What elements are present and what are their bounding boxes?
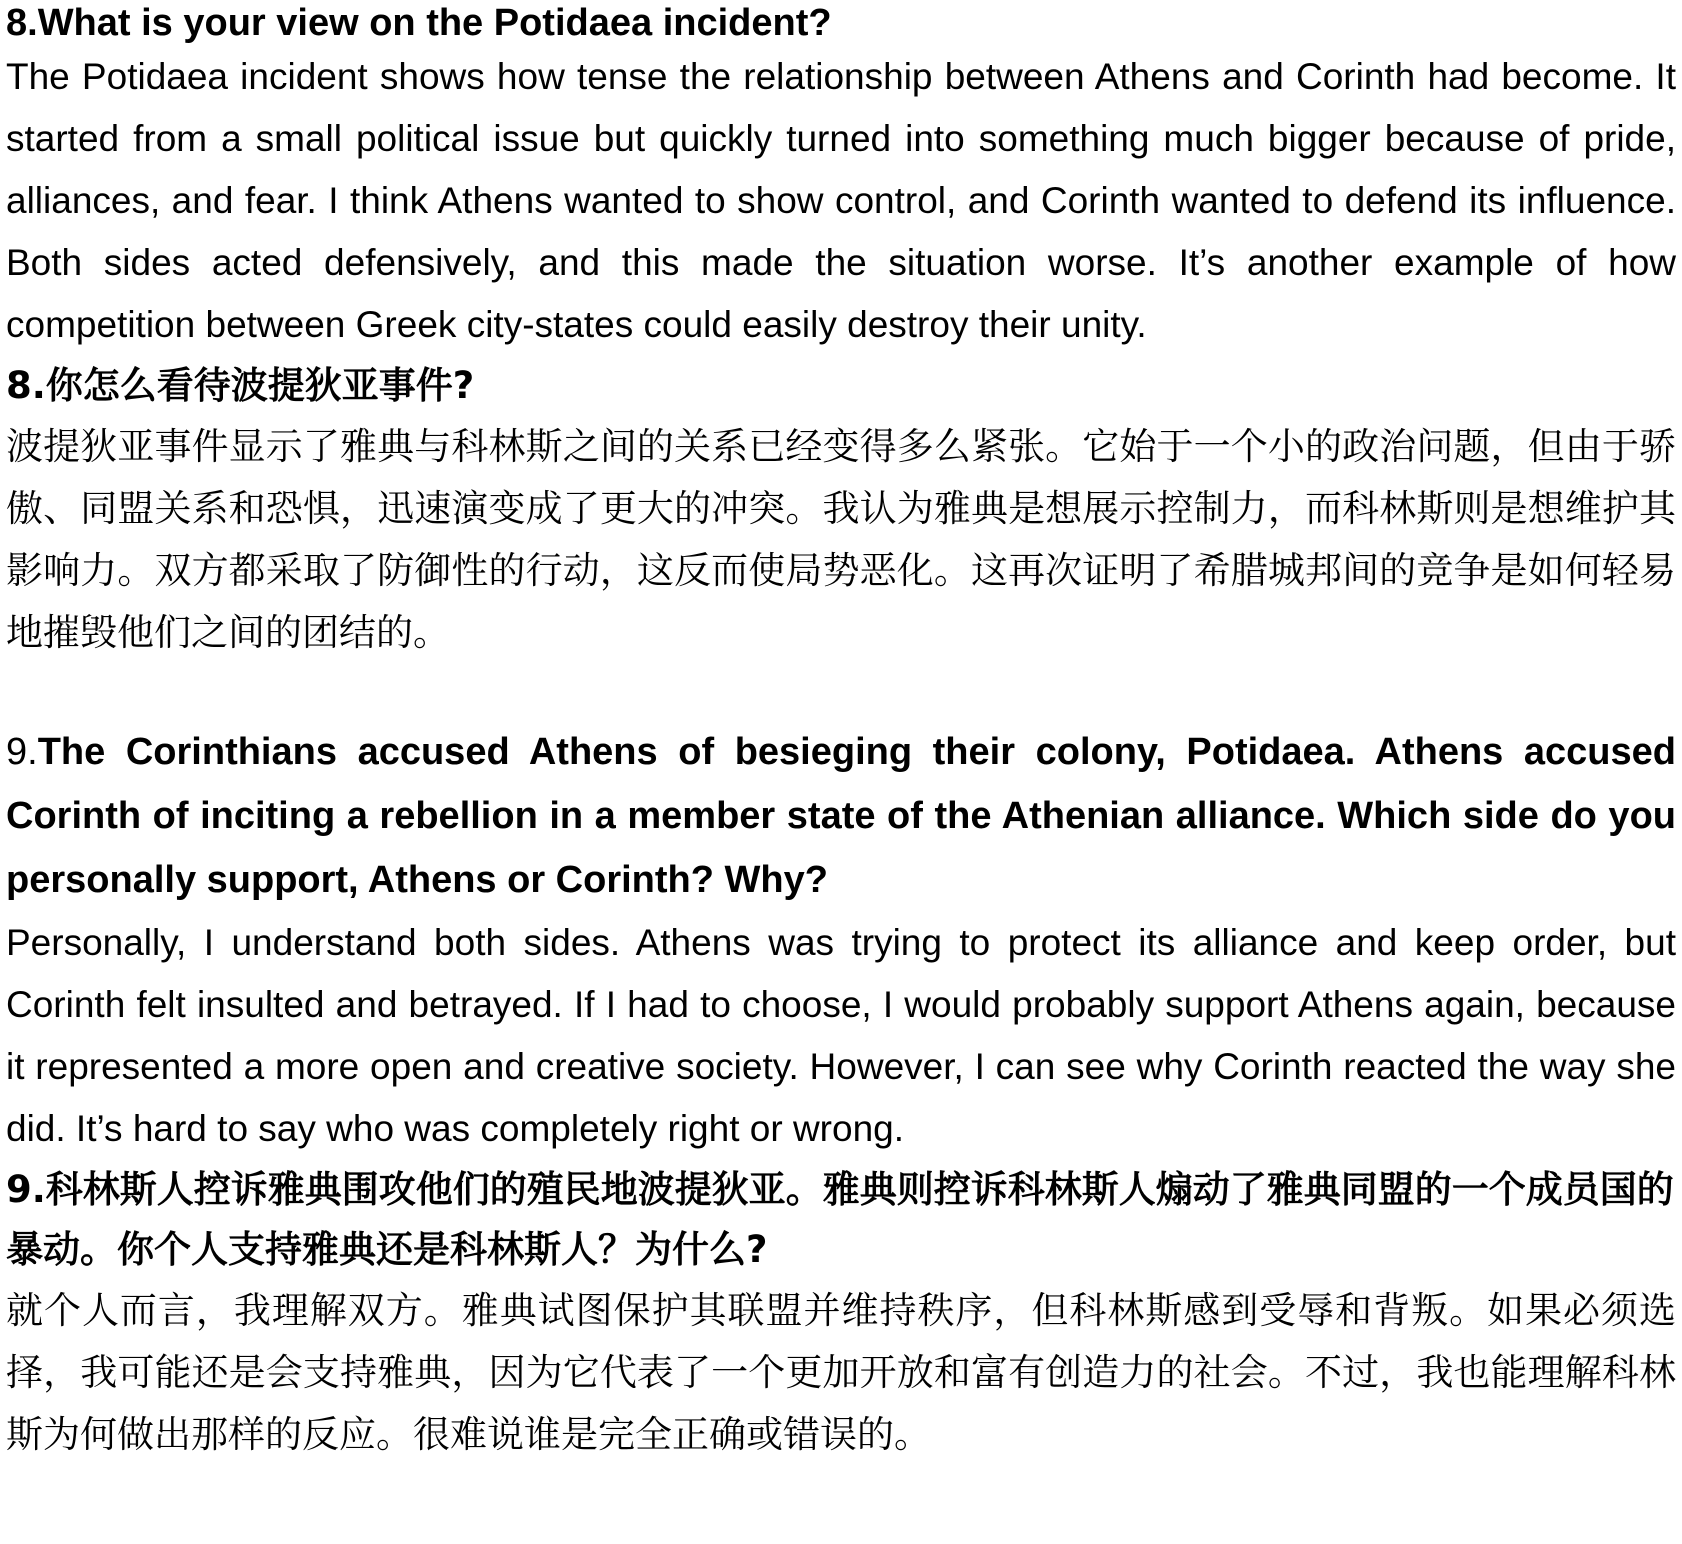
answer-8-paragraph-en: The Potidaea incident shows how tense the relationship between Athens and Corinth had become. It started from a small political issue but quickly turned into something much bigger because of pride, alliances, and fear. I think Athens wanted to show control, and Corinth wanted to defend its influence. Both sides acted defensively, and this made the situation worse. It’s another example of how competition between Greek city-states could easily destroy their unity. (6, 56, 1676, 345)
question-8-section (6, 0, 1676, 664)
question-9-heading-en (6, 720, 1676, 912)
question-8-heading-zh: 8.你怎么看待波提狄亚事件? (6, 364, 475, 407)
section-spacer (6, 664, 1676, 720)
question-9-heading-zh: 9.科林斯人控诉雅典围攻他们的殖民地波提狄亚。雅典则控诉科林斯人煽动了雅典同盟的一个成员国的暴动。你个人支持雅典还是科林斯人？为什么? (6, 1168, 1674, 1271)
question-9-text-en: The Corinthians accused Athens of besieging their colony, Potidaea. Athens accused Corinth of inciting a rebellion in a member state of the Athenian alliance. Which side do you personally support, Athens or Corinth? Why? (6, 731, 1676, 901)
answer-9-paragraph-en: Personally, I understand both sides. Athens was trying to protect its alliance and keep order, but Corinth felt insulted and betrayed. If I had to choose, I would probably support Athens again, because it represented a more open and creative society. However, I can see why Corinth reacted the way she did. It’s hard to say who was completely right or wrong. (6, 922, 1676, 1149)
question-9-section (6, 720, 1676, 1466)
answer-8-paragraph-zh: 波提狄亚事件显示了雅典与科林斯之间的关系已经变得多么紧张。它始于一个小的政治问题，但由于骄傲、同盟关系和恐惧，迅速演变成了更大的冲突。我认为雅典是想展示控制力，而科林斯则是想维护其影响力。双方都采取了防御性的行动，这反而使局势恶化。这再次证明了希腊城邦间的竞争是如何轻易地摧毁他们之间的团结的。 (6, 425, 1676, 654)
document (6, 0, 1676, 1466)
question-9-number: 9. (6, 731, 38, 773)
answer-9-paragraph-zh: 就个人而言，我理解双方。雅典试图保护其联盟并维持秩序，但科林斯感到受辱和背叛。如果必须选择，我可能还是会支持雅典，因为它代表了一个更加开放和富有创造力的社会。不过，我也能理解科林斯为何做出那样的反应。很难说谁是完全正确或错误的。 (6, 1289, 1676, 1456)
question-8-heading-en: 8.What is your view on the Potidaea incident? (6, 2, 832, 44)
